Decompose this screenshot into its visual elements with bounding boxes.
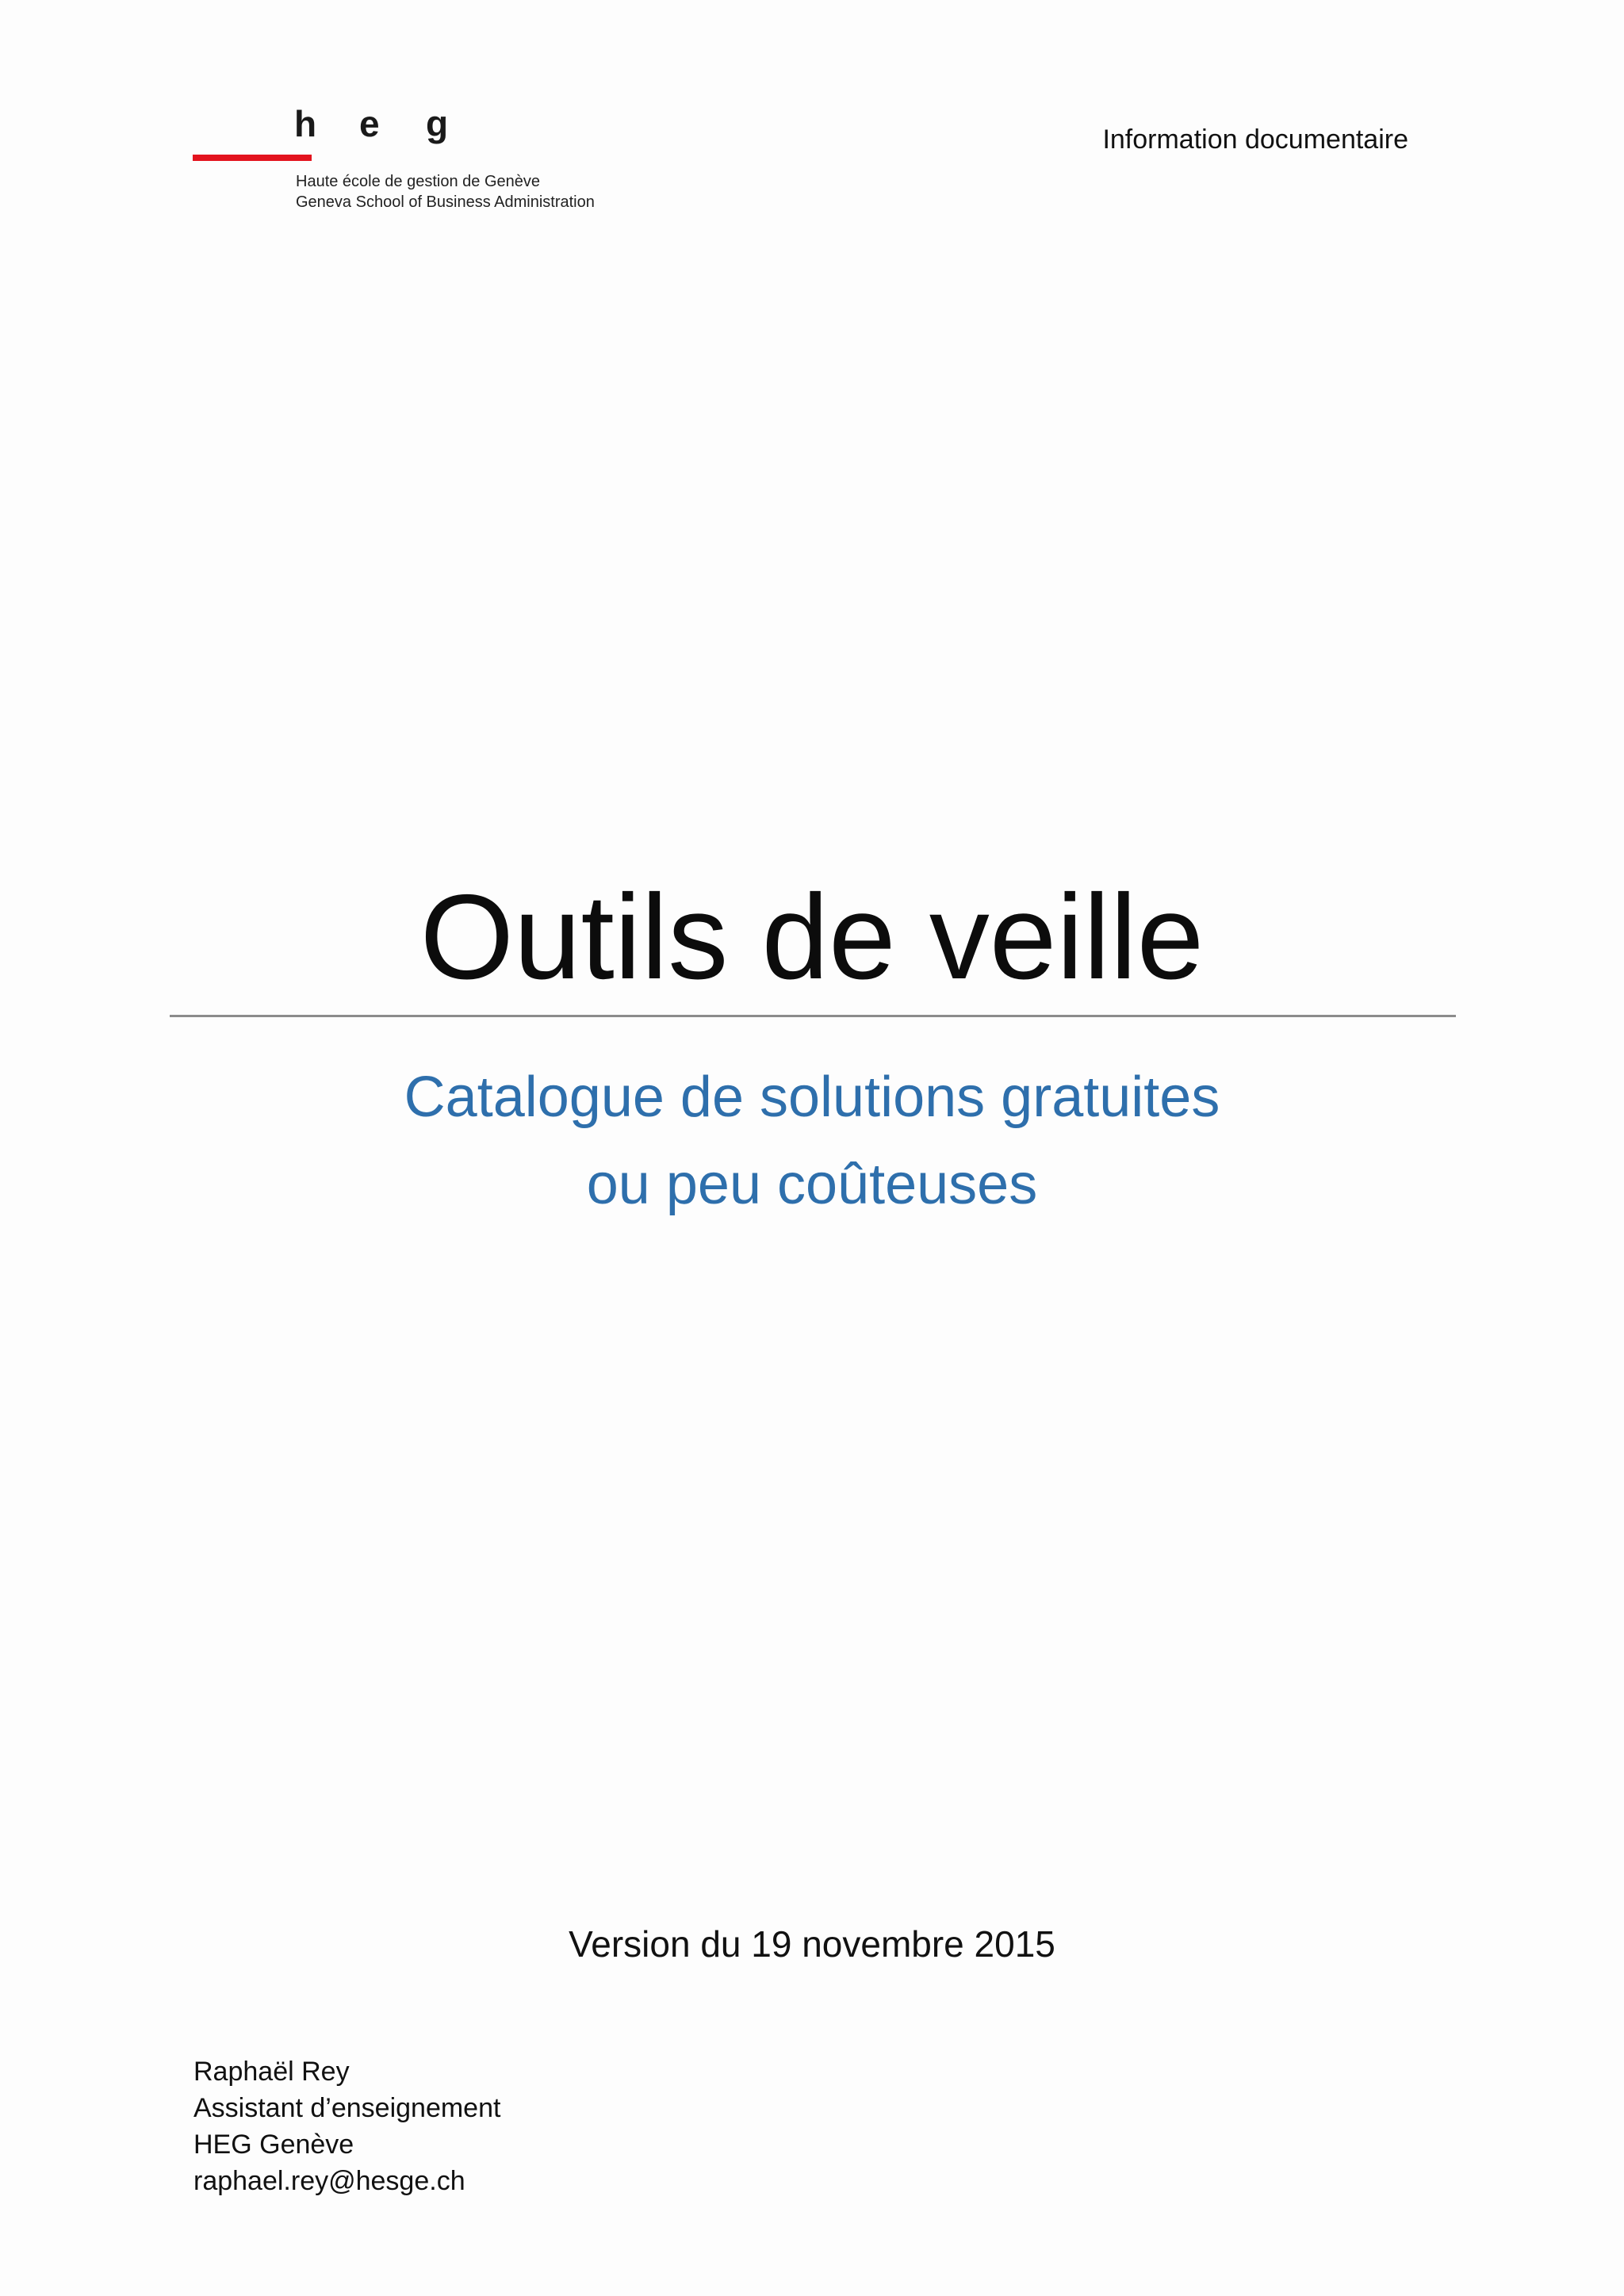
logo-letter-e: e	[359, 103, 380, 144]
document-subtitle-line1: Catalogue de solutions gratuites	[404, 1066, 1220, 1129]
logo-tagline-fr: Haute école de gestion de Genève	[296, 173, 540, 190]
department-label: Information documentaire	[1102, 124, 1408, 155]
heg-logo	[193, 101, 637, 220]
author-email: raphael.rey@hesge.ch	[193, 2166, 465, 2196]
logo-letter-h: h	[294, 103, 317, 144]
author-name: Raphaël Rey	[193, 2057, 350, 2087]
logo-tagline-en: Geneva School of Business Administration	[296, 193, 595, 211]
logo-red-bar	[193, 155, 312, 161]
document-subtitle-line2: ou peu coûteuses	[586, 1153, 1038, 1216]
author-block	[193, 2053, 500, 2199]
author-institution: HEG Genève	[193, 2130, 354, 2160]
author-role: Assistant d’enseignement	[193, 2093, 501, 2123]
document-title: Outils de veille	[419, 870, 1205, 1004]
title-divider	[170, 1015, 1456, 1017]
version-date: Version du 19 novembre 2015	[569, 1923, 1055, 1965]
logo-letter-g: g	[426, 103, 449, 144]
